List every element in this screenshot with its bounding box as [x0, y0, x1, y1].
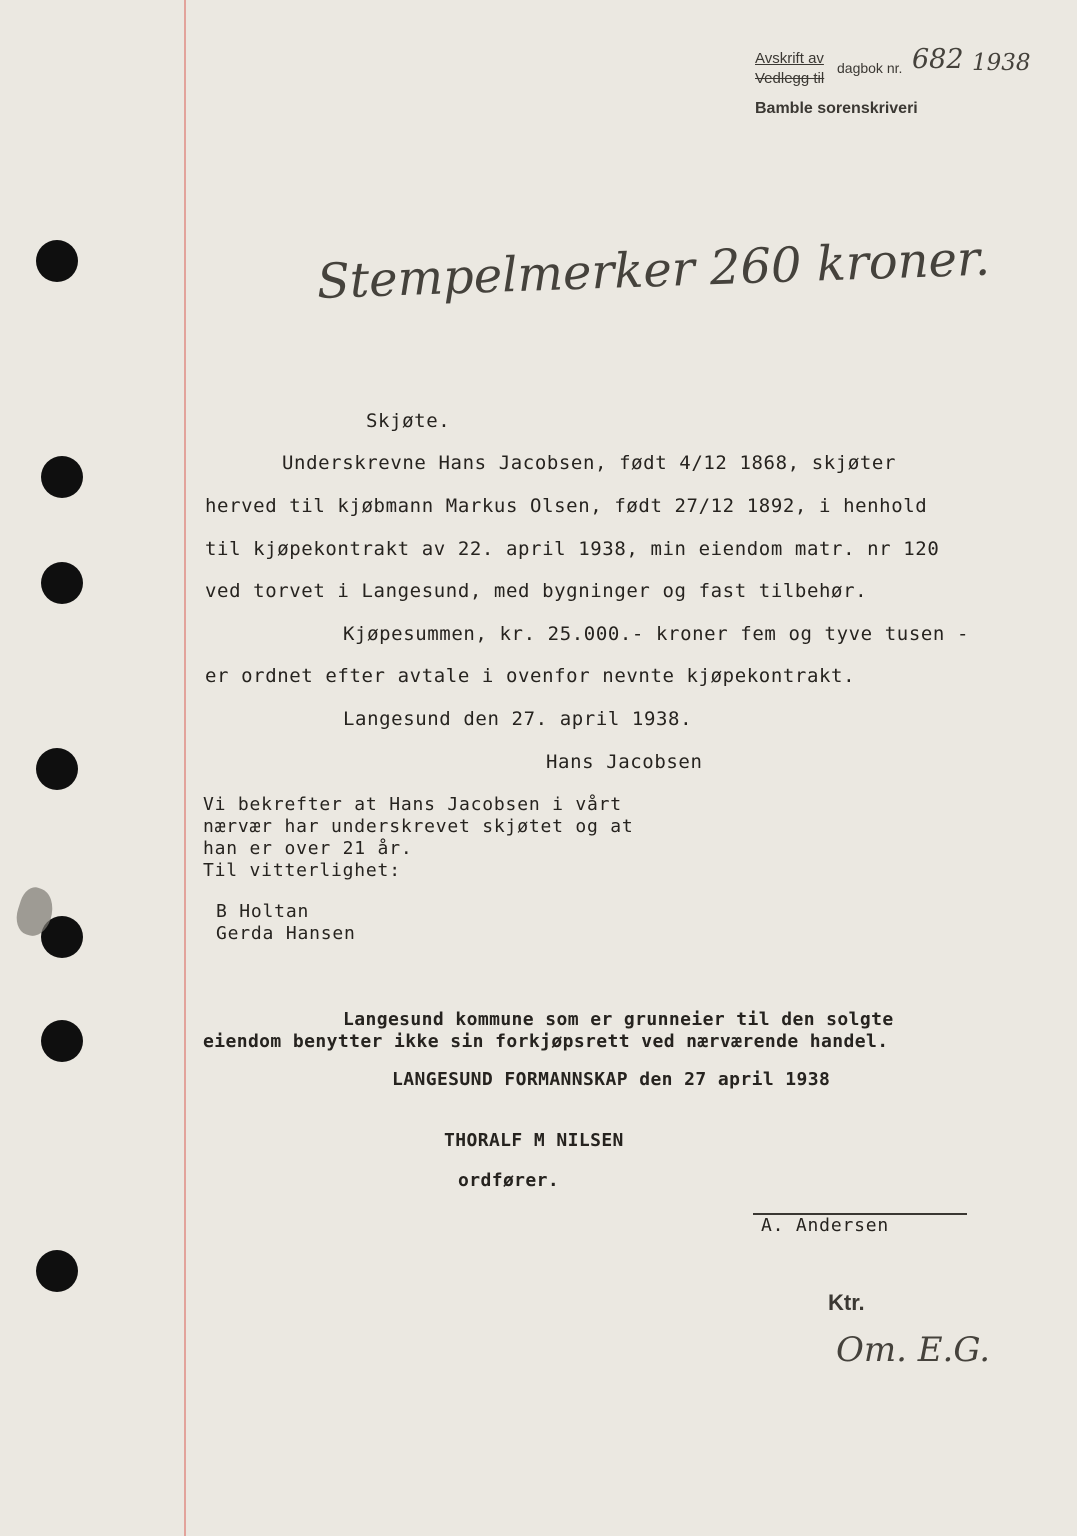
deed-signer: Hans Jacobsen [546, 751, 703, 773]
witness-line: Til vitterlighet: [203, 860, 401, 881]
deed-line: Underskrevne Hans Jacobsen, født 4/12 1868, skjøter [282, 452, 896, 474]
witness-line: Vi bekrefter at Hans Jacobsen i vårt [203, 794, 622, 815]
office-stamp: Bamble sorenskriveri [755, 100, 918, 117]
mayor-role: ordfører. [458, 1170, 560, 1191]
punch-hole [36, 240, 78, 282]
punch-hole [41, 562, 83, 604]
stamp-duty-note: Stempelmerker 260 kroner. [316, 230, 991, 310]
witness-name: B Holtan [216, 901, 310, 922]
punch-hole [41, 456, 83, 498]
deed-title: Skjøte. [366, 410, 451, 432]
deed-line: herved til kjøbmann Markus Olsen, født 27/12 1892, i henhold [205, 495, 928, 517]
witness-line: nærvær har underskrevet skjøtet og at [203, 816, 634, 837]
witness-name: Gerda Hansen [216, 923, 356, 944]
copy-signature: A. Andersen [761, 1215, 890, 1236]
margin-rule [184, 0, 186, 1536]
ktr-stamp: Ktr. [828, 1290, 865, 1315]
punch-hole [41, 1020, 83, 1062]
deed-line: til kjøpekontrakt av 22. april 1938, min eiendom matr. nr 120 [205, 538, 940, 560]
municipality-line: Langesund kommune som er grunneier til den solgte [343, 1009, 894, 1030]
witness-line: han er over 21 år. [203, 838, 413, 859]
deed-line: Kjøpesummen, kr. 25.000.- kroner fem og tyve tusen - [343, 623, 970, 645]
clerk-initials: Om. E.G. [836, 1330, 991, 1370]
dagbok-label: dagbok nr. [837, 60, 903, 76]
mayor-name: THORALF M NILSEN [444, 1130, 624, 1151]
header-stamp-line2: Vedlegg til [755, 70, 825, 87]
header-stamp-line1: Avskrift av [755, 50, 824, 67]
municipality-line: eiendom benytter ikke sin forkjøpsrett ved nærværende handel. [203, 1031, 889, 1052]
deed-line: er ordnet efter avtale i ovenfor nevnte kjøpekontrakt. [205, 665, 856, 687]
deed-date: Langesund den 27. april 1938. [343, 708, 693, 730]
municipality-place-date: LANGESUND FORMANNSKAP den 27 april 1938 [392, 1069, 831, 1090]
dagbok-number: 682 [912, 44, 964, 75]
dagbok-year: 1938 [972, 50, 1031, 76]
punch-hole [36, 748, 78, 790]
punch-hole [36, 1250, 78, 1292]
deed-line: ved torvet i Langesund, med bygninger og fast tilbehør. [205, 580, 868, 602]
